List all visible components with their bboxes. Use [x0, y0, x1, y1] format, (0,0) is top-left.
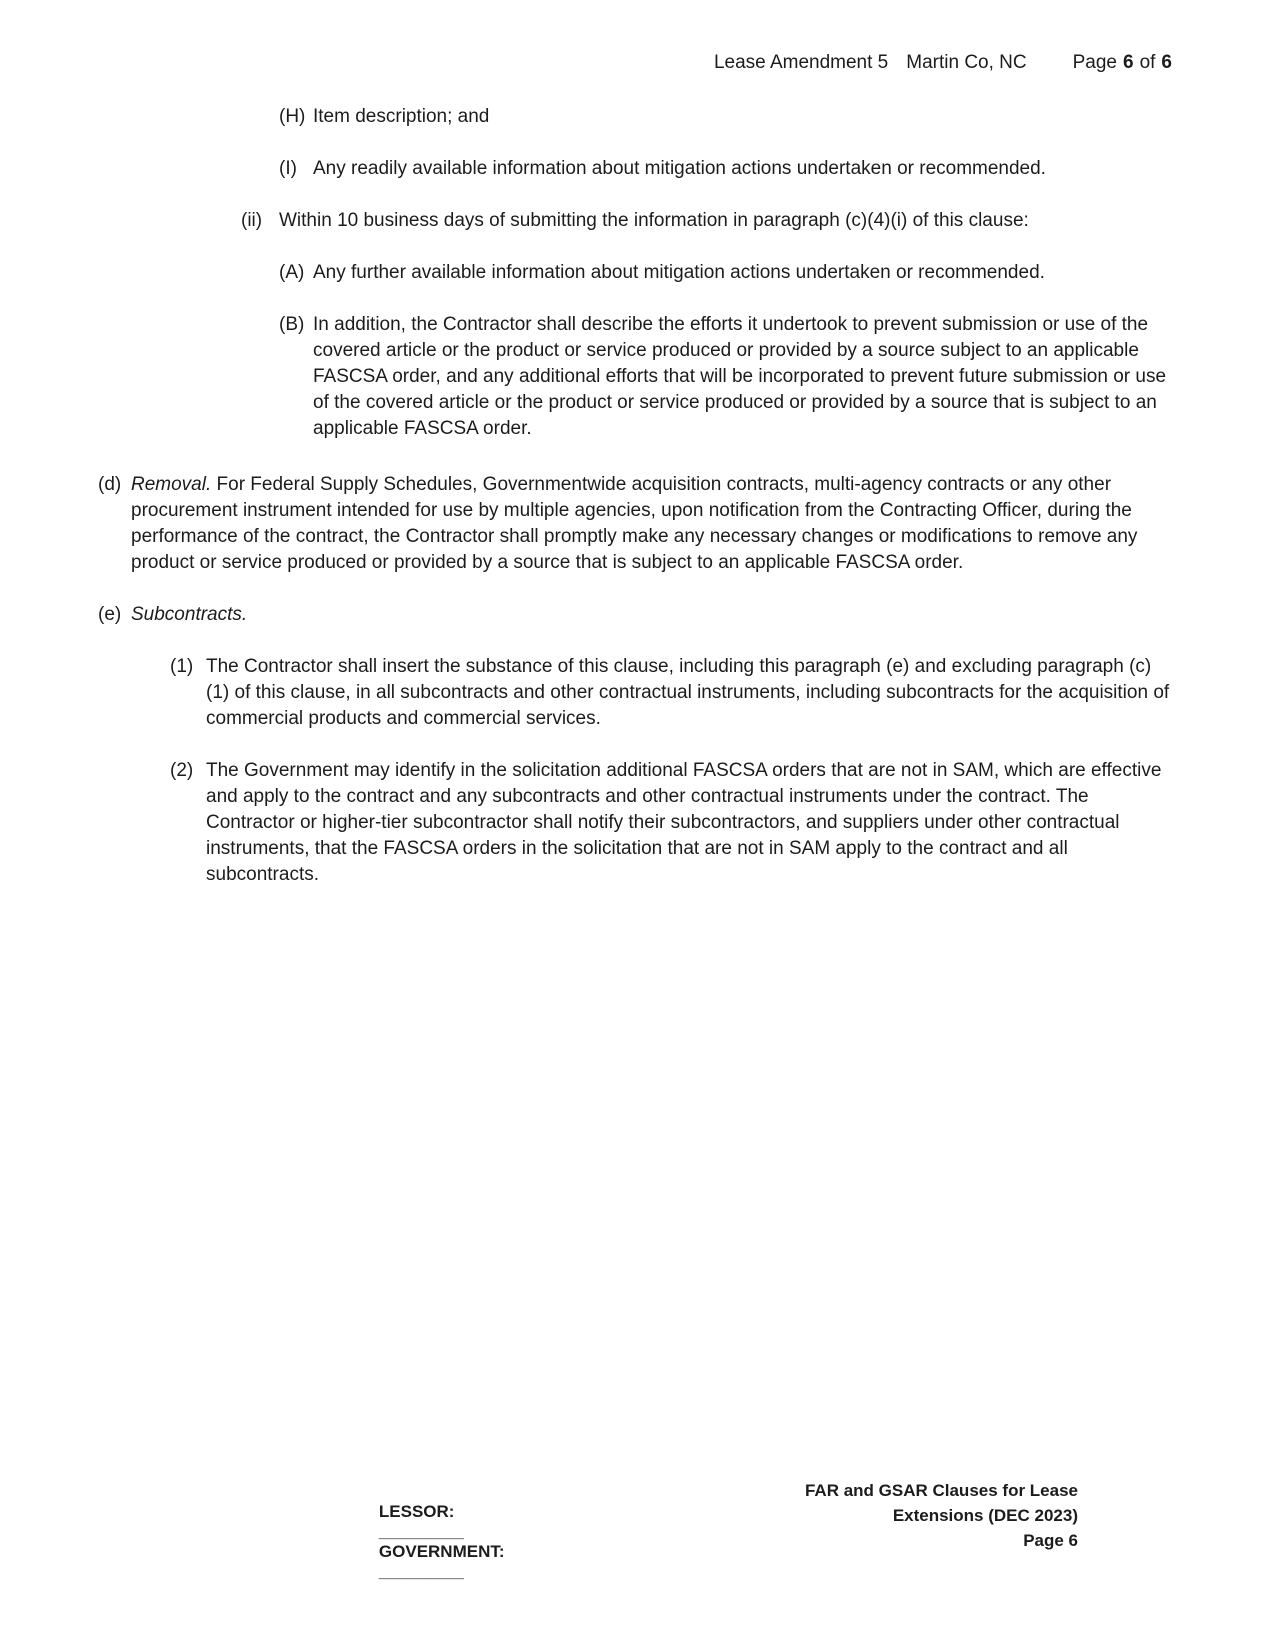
footer-page-number: Page 6: [1023, 1531, 1078, 1550]
paragraph-B-label: (B): [279, 314, 305, 335]
paragraph-B: [279, 312, 1172, 442]
government-signature-blank: _________: [378, 1562, 464, 1581]
footer-clause-reference: [805, 1478, 1078, 1553]
header-location: Martin Co, NC: [906, 52, 1027, 73]
paragraph-e-label: (e): [98, 604, 122, 625]
paragraph-e2: [170, 758, 1172, 888]
paragraph-ii-label: (ii): [241, 210, 263, 231]
paragraph-d-body: For Federal Supply Schedules, Governmentwide acquisition contracts, multi-agency contracts or any other procurement instrument intended for use by multiple agencies, upon notification from the Contracting Officer, during the performance of the contract, the Contractor shall promptly make any necessary changes or modifications to remove any product or service produced or provided by a source that is subject to an applicable FASCSA order.: [131, 474, 1138, 573]
paragraph-d-text: [131, 472, 1172, 576]
paragraph-e2-label: (2): [170, 760, 194, 781]
footer-clause-line2: Extensions (DEC 2023): [892, 1506, 1078, 1525]
header-page-current: 6: [1122, 52, 1134, 73]
paragraph-B-text: In addition, the Contractor shall describe the efforts it undertook to prevent submission or use of the covered article or the product or service produced or provided by a source subject to an applicable FASCSA order, and any additional efforts that will be incorporated to prevent future submission or use of the covered article or the product or service produced or provided by a source that is subject to an applicable FASCSA order.: [313, 314, 1167, 439]
paragraph-d-lead: Removal.: [131, 474, 212, 495]
lessor-signature-blank: _________: [378, 1522, 464, 1541]
government-label: GOVERNMENT:: [378, 1542, 505, 1561]
header-page-total: 6: [1161, 52, 1172, 73]
signature-line: [360, 1482, 505, 1602]
paragraph-H-text: Item description; and: [313, 106, 490, 127]
paragraph-d-label: (d): [98, 474, 122, 495]
paragraph-e1-text: The Contractor shall insert the substance of this clause, including this paragraph (e) and excluding paragraph (c)(1) of this clause, in all subcontracts and other contractual instruments, including subcontracts for the acquisition of commercial products and commercial services.: [206, 656, 1170, 729]
paragraph-A-label: (A): [279, 262, 305, 283]
header-of-word: of: [1139, 52, 1156, 73]
paragraph-ii-text: Within 10 business days of submitting the information in paragraph (c)(4)(i) of this clause:: [279, 210, 1029, 231]
footer-clause-line1: FAR and GSAR Clauses for Lease: [804, 1481, 1078, 1500]
lessor-label: LESSOR:: [378, 1502, 455, 1521]
paragraph-I: [279, 156, 1172, 182]
page-header: [98, 52, 1172, 74]
paragraph-H-label: (H): [279, 106, 306, 127]
paragraph-A: [279, 260, 1172, 286]
page-content: [98, 52, 1172, 914]
paragraph-e: [98, 602, 1172, 628]
paragraph-H: [279, 104, 1172, 130]
paragraph-I-text: Any readily available information about mitigation actions undertaken or recommended.: [313, 158, 1046, 179]
paragraph-d: [98, 472, 1172, 576]
paragraph-e2-text: The Government may identify in the solicitation additional FASCSA orders that are not in SAM, which are effective and apply to the contract and any subcontracts and other contractual instruments under the contract. The Contractor or higher-tier subcontractor shall notify their subcontractors, and suppliers under other contractual instruments, that the FASCSA orders in the solicitation that are not in SAM apply to the contract and all subcontracts.: [206, 760, 1162, 885]
paragraph-e1-label: (1): [170, 656, 194, 677]
paragraph-I-label: (I): [279, 158, 297, 179]
paragraph-A-text: Any further available information about mitigation actions undertaken or recommended.: [313, 262, 1045, 283]
header-title: Lease Amendment 5: [713, 52, 889, 73]
paragraph-e-lead: Subcontracts.: [131, 604, 248, 625]
paragraph-e1: [170, 654, 1172, 732]
header-page-word: Page: [1072, 52, 1117, 73]
paragraph-ii: [241, 208, 1172, 234]
